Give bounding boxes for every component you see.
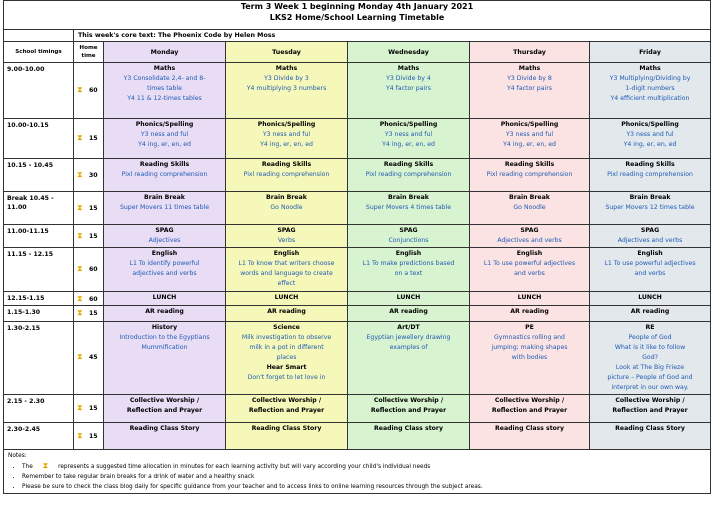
tuesday-activity bbox=[226, 292, 348, 306]
activity-detail: L1 To identify powerful bbox=[129, 260, 200, 267]
subject: English bbox=[395, 250, 422, 257]
note-text: The bbox=[22, 464, 33, 470]
activity-detail: Look at The Big Frieze bbox=[615, 364, 685, 371]
thursday-activity bbox=[470, 248, 590, 292]
thursday-activity bbox=[470, 423, 590, 450]
subject: Maths bbox=[275, 65, 298, 72]
subject: SPAG bbox=[155, 227, 174, 234]
wednesday-activity bbox=[348, 322, 470, 395]
subject: LUNCH bbox=[517, 294, 542, 301]
header-friday: Friday bbox=[590, 42, 711, 63]
activity-detail: Y4 ing, er, en, ed bbox=[503, 141, 556, 148]
tuesday-activity bbox=[226, 63, 348, 119]
activity-detail: Introduction to the Egyptians bbox=[119, 334, 210, 341]
header-thursday: Thursday bbox=[470, 42, 590, 63]
subject: Brain Break bbox=[629, 194, 671, 201]
header-school-timings: School timings bbox=[4, 42, 74, 63]
subject: PE bbox=[525, 324, 534, 331]
friday-activity bbox=[590, 306, 711, 322]
activity-detail: interpret in our own way. bbox=[611, 384, 689, 391]
subject: Maths bbox=[397, 65, 420, 72]
friday-activity bbox=[590, 225, 711, 248]
minutes-value: 60 bbox=[89, 296, 98, 303]
school-time: 10.00-10.15 bbox=[4, 119, 74, 159]
activity-detail: Y4 efficient multiplication bbox=[610, 95, 690, 102]
activity-detail: adjectives and verbs bbox=[132, 270, 197, 277]
school-time: 2.30-2.45 bbox=[4, 423, 74, 450]
note-item bbox=[22, 472, 706, 482]
home-time bbox=[74, 159, 104, 192]
subject: History bbox=[151, 324, 178, 331]
friday-activity bbox=[590, 119, 711, 159]
activity-detail: Verbs bbox=[277, 237, 296, 244]
timetable-row bbox=[4, 322, 711, 395]
school-time: 11.15 - 12.15 bbox=[4, 248, 74, 292]
home-time bbox=[74, 423, 104, 450]
timetable-row bbox=[4, 159, 711, 192]
subject: Reading Class story bbox=[494, 425, 564, 432]
activity-detail: Y3 Divide by 4 bbox=[386, 75, 431, 82]
hourglass-icon: ⧗ bbox=[77, 231, 83, 240]
activity-detail: Y4 factor pairs bbox=[386, 85, 431, 92]
activity-detail: and verbs bbox=[514, 270, 545, 277]
tuesday-activity bbox=[226, 322, 348, 395]
activity-detail: Adjectives and verbs bbox=[497, 237, 562, 244]
subject: Art/DT bbox=[397, 324, 420, 331]
subject: Reading Skills bbox=[383, 161, 434, 168]
minutes-value: 30 bbox=[89, 172, 98, 179]
tuesday-activity bbox=[226, 192, 348, 225]
subject: Reflection and Prayer bbox=[248, 407, 325, 414]
monday-activity bbox=[104, 306, 226, 322]
activity-detail: L1 To use powerful adjectives bbox=[483, 260, 576, 267]
activity-detail: L1 To know that writers choose bbox=[238, 260, 335, 267]
wednesday-activity bbox=[348, 306, 470, 322]
activity-detail: People of God bbox=[628, 334, 672, 341]
activity-detail: with bodies bbox=[511, 354, 548, 361]
activity-detail: Pixl reading comprehension bbox=[607, 171, 693, 178]
hourglass-icon: ⧗ bbox=[77, 170, 83, 179]
wednesday-activity bbox=[348, 63, 470, 119]
header-home-time: Home time bbox=[74, 42, 104, 63]
subject: SPAG bbox=[277, 227, 296, 234]
hourglass-icon: ⧗ bbox=[77, 85, 83, 94]
monday-activity bbox=[104, 292, 226, 306]
activity-detail: Y4 ing, er, en, ed bbox=[260, 141, 313, 148]
subject: Collective Worship / bbox=[494, 397, 565, 404]
subject: Reflection and Prayer bbox=[491, 407, 568, 414]
hourglass-icon: ⧗ bbox=[77, 431, 83, 440]
subject: Reflection and Prayer bbox=[370, 407, 447, 414]
thursday-activity bbox=[470, 159, 590, 192]
subject: RE bbox=[645, 324, 655, 331]
activity-detail: places bbox=[276, 354, 297, 361]
monday-activity bbox=[104, 63, 226, 119]
activity-detail: Y3 Consolidate 2,4- and 8- bbox=[123, 75, 206, 82]
minutes-value: 60 bbox=[89, 87, 98, 94]
school-time: 12.15-1.15 bbox=[4, 292, 74, 306]
activity-detail: effect bbox=[277, 280, 296, 287]
tuesday-activity bbox=[226, 248, 348, 292]
home-time bbox=[74, 395, 104, 423]
subject: LUNCH bbox=[396, 294, 421, 301]
subject: LUNCH bbox=[152, 294, 177, 301]
notes-list bbox=[8, 461, 706, 492]
activity-detail: Y3 Multiplying/Dividing by bbox=[609, 75, 691, 82]
hourglass-icon: ⧗ bbox=[77, 403, 83, 412]
note-item bbox=[22, 461, 706, 472]
activity-detail: Y3 Divide by 8 bbox=[507, 75, 552, 82]
activity-detail: Y4 11 & 12-times tables bbox=[127, 95, 202, 102]
activity-detail: Pixl reading comprehension bbox=[243, 171, 330, 178]
minutes-value: 15 bbox=[89, 233, 98, 240]
timetable-row bbox=[4, 395, 711, 423]
monday-activity bbox=[104, 225, 226, 248]
hourglass-icon: ⧗ bbox=[77, 133, 83, 142]
activity-detail: Y3 ness and ful bbox=[140, 131, 189, 138]
hourglass-icon: ⧗ bbox=[77, 294, 83, 303]
subject: Science bbox=[273, 324, 300, 331]
activity-detail: L1 To make predictions based bbox=[362, 260, 455, 267]
notes-row bbox=[4, 450, 711, 494]
subject: SPAG bbox=[520, 227, 539, 234]
monday-activity bbox=[104, 322, 226, 395]
activity-detail: Y3 ness and ful bbox=[626, 131, 674, 138]
thursday-activity bbox=[470, 306, 590, 322]
activity-detail: Adjectives and verbs bbox=[617, 237, 683, 244]
monday-activity bbox=[104, 423, 226, 450]
hourglass-icon: ⧗ bbox=[77, 264, 83, 273]
thursday-activity bbox=[470, 192, 590, 225]
wednesday-activity bbox=[348, 192, 470, 225]
school-time: 1.30-2.15 bbox=[4, 322, 74, 395]
subject: AR reading bbox=[267, 308, 306, 315]
tuesday-activity bbox=[226, 159, 348, 192]
subject: Maths bbox=[518, 65, 541, 72]
subject: Phonics/Spelling bbox=[621, 121, 679, 128]
hourglass-icon: ⧗ bbox=[77, 352, 83, 361]
subject: Collective Worship / bbox=[615, 397, 685, 404]
timetable-row bbox=[4, 248, 711, 292]
timetable-row bbox=[4, 306, 711, 322]
subject: Brain Break bbox=[388, 194, 429, 201]
friday-activity bbox=[590, 395, 711, 423]
timetable-row bbox=[4, 119, 711, 159]
subject: English bbox=[516, 250, 543, 257]
activity-detail: Y4 ing, er, en, ed bbox=[138, 141, 191, 148]
home-time bbox=[74, 119, 104, 159]
subject: Reflection and Prayer bbox=[612, 407, 688, 414]
subject: Brain Break bbox=[144, 194, 185, 201]
wednesday-activity bbox=[348, 119, 470, 159]
subject: Reading Class Story bbox=[129, 425, 200, 432]
friday-activity bbox=[590, 159, 711, 192]
notes-heading: Notes: bbox=[8, 453, 27, 459]
timetable-row bbox=[4, 225, 711, 248]
subject: Collective Worship / bbox=[129, 397, 200, 404]
activity-detail: examples of bbox=[389, 344, 428, 351]
monday-activity bbox=[104, 248, 226, 292]
activity-detail: jumping; making shapes bbox=[491, 344, 568, 351]
wednesday-activity bbox=[348, 423, 470, 450]
minutes-value: 15 bbox=[89, 310, 98, 317]
activity-detail: Y3 ness and ful bbox=[505, 131, 554, 138]
tuesday-activity bbox=[226, 225, 348, 248]
activity-detail: God? bbox=[642, 354, 658, 361]
school-time: 2.15 - 2.30 bbox=[4, 395, 74, 423]
subject: Phonics/Spelling bbox=[500, 121, 559, 128]
subject: Collective Worship / bbox=[373, 397, 444, 404]
thursday-activity bbox=[470, 322, 590, 395]
activity-detail: Milk investigation to observe bbox=[241, 334, 332, 341]
wednesday-activity bbox=[348, 395, 470, 423]
subject: Reading Class Story bbox=[615, 425, 685, 432]
title-line-2: LKS2 Home/School Learning Timetable bbox=[269, 13, 445, 22]
friday-activity bbox=[590, 63, 711, 119]
friday-activity bbox=[590, 248, 711, 292]
friday-activity bbox=[590, 423, 711, 450]
subject: Reading Skills bbox=[139, 161, 190, 168]
activity-detail: on a text bbox=[394, 270, 423, 277]
header-tuesday: Tuesday bbox=[226, 42, 348, 63]
activity-detail: Super Movers 12 times table bbox=[605, 204, 695, 211]
activity-detail: Gymnastics rolling and bbox=[494, 334, 565, 341]
subject: SPAG bbox=[640, 227, 660, 234]
home-time bbox=[74, 322, 104, 395]
activity-detail: Go Noodle bbox=[513, 204, 546, 211]
hourglass-icon: ⧗ bbox=[77, 308, 83, 317]
home-time bbox=[74, 63, 104, 119]
activity-detail: Egyptian jewellery drawing bbox=[366, 334, 451, 341]
timetable-row bbox=[4, 192, 711, 225]
subject: Reflection and Prayer bbox=[126, 407, 203, 414]
activity-detail: What is it like to follow bbox=[614, 344, 686, 351]
subject: Reading Class story bbox=[373, 425, 443, 432]
activity-detail: Y4 factor pairs bbox=[507, 85, 552, 92]
timetable-row bbox=[4, 423, 711, 450]
subject: Reading Skills bbox=[261, 161, 312, 168]
activity-detail: Super Movers 11 times table bbox=[119, 204, 210, 211]
title-line-1: Term 3 Week 1 beginning Monday 4th January 2021 bbox=[240, 2, 474, 11]
subject: Reading Skills bbox=[504, 161, 555, 168]
activity-detail: L1 To use powerful adjectives bbox=[604, 260, 696, 267]
school-time: 10.15 - 10.45 bbox=[4, 159, 74, 192]
wednesday-activity bbox=[348, 248, 470, 292]
timetable-row bbox=[4, 63, 711, 119]
monday-activity bbox=[104, 395, 226, 423]
activity-detail: Pixl reading comprehension bbox=[121, 171, 208, 178]
activity-detail: Don't forget to let love in bbox=[247, 374, 326, 381]
school-time: 1.15-1.30 bbox=[4, 306, 74, 322]
subject: Phonics/Spelling bbox=[379, 121, 438, 128]
activity-detail: Conjunctions bbox=[388, 237, 429, 244]
home-time bbox=[74, 292, 104, 306]
subject: LUNCH bbox=[638, 294, 662, 301]
wednesday-activity bbox=[348, 159, 470, 192]
minutes-value: 60 bbox=[89, 266, 98, 273]
home-time bbox=[74, 306, 104, 322]
subject: Collective Worship / bbox=[251, 397, 322, 404]
timetable bbox=[3, 0, 711, 494]
activity-detail: Pixl reading comprehension bbox=[365, 171, 452, 178]
wednesday-activity bbox=[348, 225, 470, 248]
activity-detail: Mummification bbox=[141, 344, 188, 351]
subject: English bbox=[273, 250, 300, 257]
subject: Phonics/Spelling bbox=[257, 121, 316, 128]
tuesday-activity bbox=[226, 423, 348, 450]
subject: English bbox=[151, 250, 178, 257]
subject: Maths bbox=[639, 65, 661, 72]
minutes-value: 45 bbox=[89, 354, 98, 361]
minutes-value: 15 bbox=[89, 135, 98, 142]
monday-activity bbox=[104, 159, 226, 192]
home-time bbox=[74, 192, 104, 225]
activity-detail: times table bbox=[147, 85, 182, 92]
wednesday-activity bbox=[348, 292, 470, 306]
activity-detail: Y3 Divide by 3 bbox=[264, 75, 309, 82]
activity-detail: Pixl reading comprehension bbox=[486, 171, 573, 178]
subject: Reading Skills bbox=[625, 161, 675, 168]
subject: Hear Smart bbox=[266, 364, 307, 371]
activity-detail: Adjectives bbox=[148, 237, 181, 244]
activity-detail: Go Noodle bbox=[270, 204, 303, 211]
subject: LUNCH bbox=[274, 294, 299, 301]
thursday-activity bbox=[470, 63, 590, 119]
activity-detail: Super Movers 4 times table bbox=[365, 204, 452, 211]
home-time bbox=[74, 248, 104, 292]
friday-activity bbox=[590, 292, 711, 306]
school-time: Break 10.45 - 11.00 bbox=[4, 192, 74, 225]
activity-detail: Y3 ness and ful bbox=[384, 131, 433, 138]
subject: SPAG bbox=[399, 227, 418, 234]
hourglass-icon: ⧗ bbox=[42, 461, 49, 470]
friday-activity bbox=[590, 192, 711, 225]
subject: Maths bbox=[153, 65, 176, 72]
school-time: 11.00-11.15 bbox=[4, 225, 74, 248]
note-item bbox=[22, 482, 706, 492]
activity-detail: words and language to create bbox=[240, 270, 333, 277]
thursday-activity bbox=[470, 292, 590, 306]
hourglass-icon: ⧗ bbox=[77, 203, 83, 212]
timetable-row bbox=[4, 292, 711, 306]
activity-detail: Y3 ness and ful bbox=[262, 131, 311, 138]
monday-activity bbox=[104, 119, 226, 159]
minutes-value: 15 bbox=[89, 405, 98, 412]
tuesday-activity bbox=[226, 395, 348, 423]
school-time: 9.00-10.00 bbox=[4, 63, 74, 119]
thursday-activity bbox=[470, 395, 590, 423]
core-text: This week's core text: The Phoenix Code by Helen Moss bbox=[74, 30, 711, 42]
note-text: Please be sure to check the class blog daily for specific guidance from your teacher and to access links to online learning resources through the subject areas. bbox=[22, 484, 483, 490]
note-text: represents a suggested time allocation in minutes for each learning activity but will vary according your child's individual needs bbox=[58, 464, 431, 470]
tuesday-activity bbox=[226, 306, 348, 322]
minutes-value: 15 bbox=[89, 205, 98, 212]
tuesday-activity bbox=[226, 119, 348, 159]
subject: AR reading bbox=[510, 308, 549, 315]
activity-detail: 1-digit numbers bbox=[625, 85, 675, 92]
note-text: Remember to take regular brain breaks for a drink of water and a healthy snack bbox=[22, 474, 255, 480]
activity-detail: Y4 ing, er, en, ed bbox=[382, 141, 435, 148]
notes bbox=[4, 450, 711, 494]
header-monday: Monday bbox=[104, 42, 226, 63]
subject: AR reading bbox=[389, 308, 428, 315]
activity-detail: Y4 ing, er, en, ed bbox=[623, 141, 677, 148]
subject: Brain Break bbox=[266, 194, 307, 201]
minutes-value: 15 bbox=[89, 433, 98, 440]
title bbox=[4, 1, 711, 30]
activity-detail: picture – People of God and bbox=[607, 374, 693, 381]
activity-detail: Y4 multiplying 3 numbers bbox=[246, 85, 327, 92]
subject: Phonics/Spelling bbox=[135, 121, 194, 128]
subject: AR reading bbox=[145, 308, 184, 315]
activity-detail: and verbs bbox=[634, 270, 666, 277]
subject: Brain Break bbox=[509, 194, 550, 201]
subject: AR reading bbox=[630, 308, 670, 315]
thursday-activity bbox=[470, 119, 590, 159]
header-wednesday: Wednesday bbox=[348, 42, 470, 63]
thursday-activity bbox=[470, 225, 590, 248]
monday-activity bbox=[104, 192, 226, 225]
home-time bbox=[74, 225, 104, 248]
activity-detail: milk in a pot in different bbox=[249, 344, 324, 351]
subject: Reading Class Story bbox=[251, 425, 322, 432]
friday-activity bbox=[590, 322, 711, 395]
subject: English bbox=[637, 250, 663, 257]
